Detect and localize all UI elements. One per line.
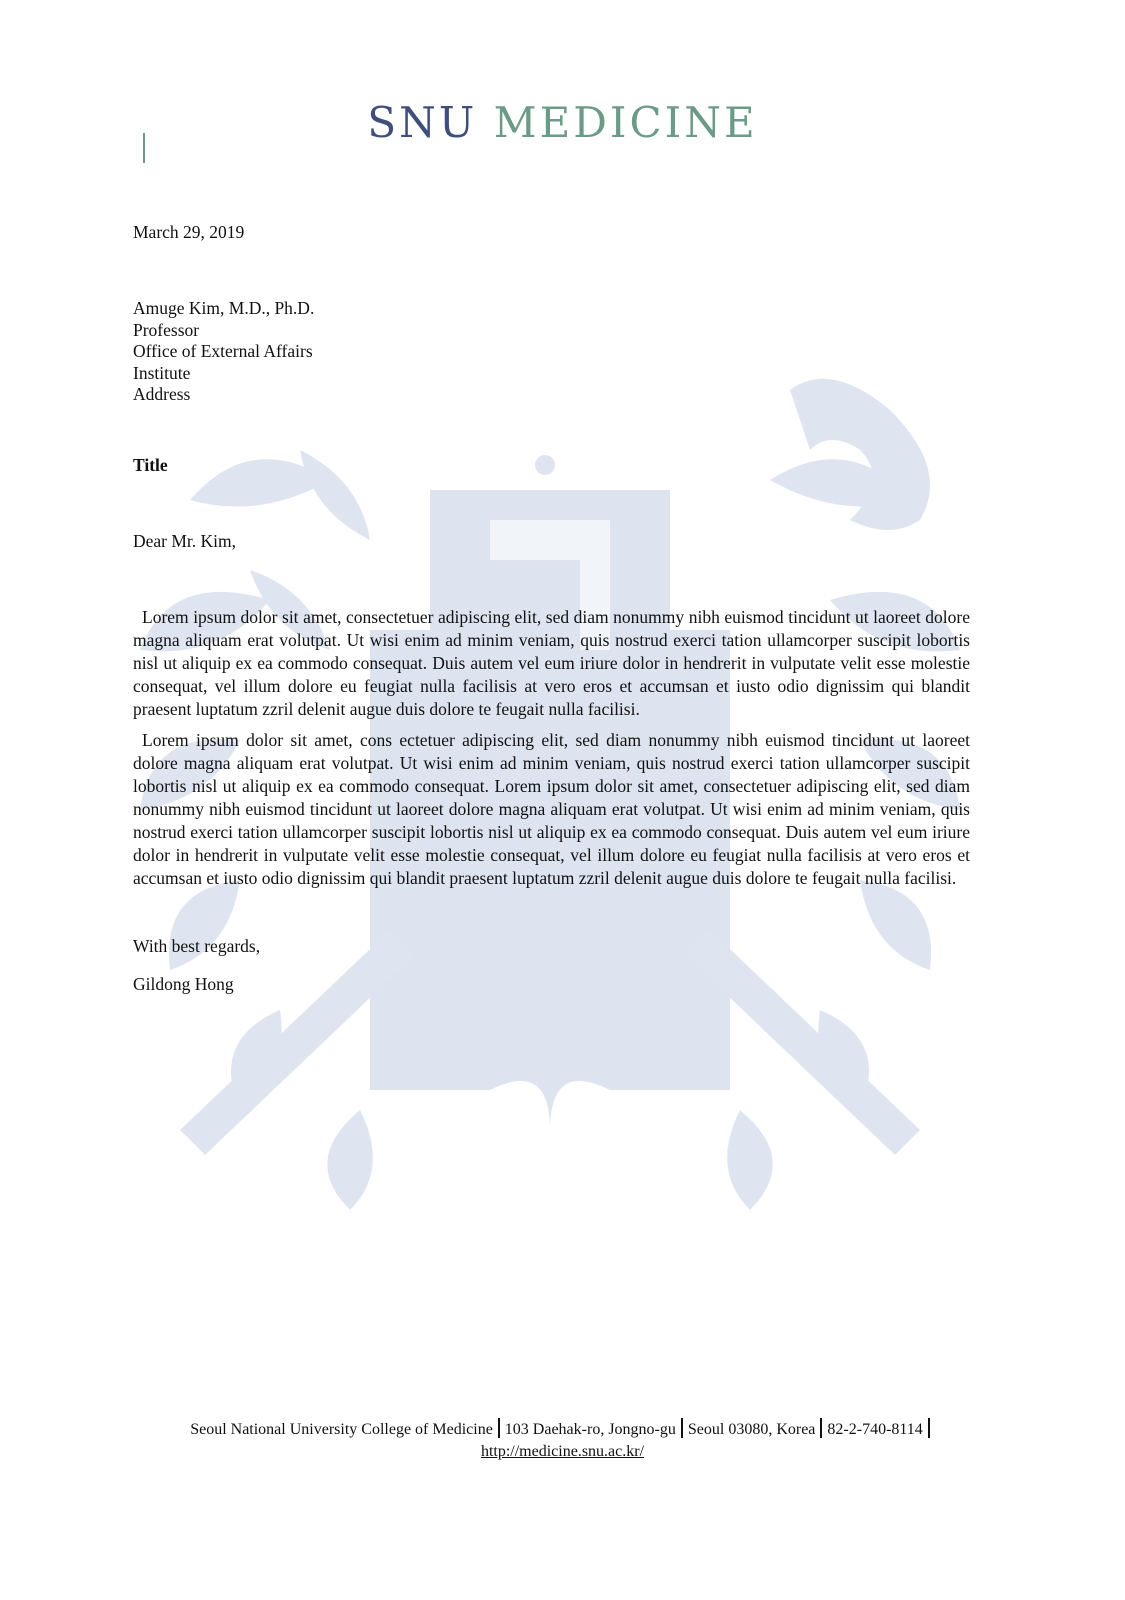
recipient-name: Amuge Kim, M.D., Ph.D.: [133, 298, 315, 318]
recipient-address: Address: [133, 384, 191, 404]
footer-street: 103 Daehak-ro, Jongno-gu: [504, 1421, 676, 1438]
letter-title: Title: [133, 455, 168, 475]
footer: [0, 1418, 1125, 1463]
divider: [681, 1418, 683, 1438]
letter-column: [133, 222, 970, 996]
body-paragraph: Lorem ipsum dolor sit amet, consectetuer adipiscing elit, sed diam nonummy nibh euismod tincidunt ut laoreet dolore magna aliquam erat volutpat. Ut wisi enim ad minim veniam, quis nostrud exerci tation ullamcorper suscipit lobortis nisl ut aliquip ex ea commodo consequat. Duis autem vel eum iriure dolor in hendrerit in vulputate velit esse molestie consequat, vel illum dolore eu feugiat nulla facilisis at vero eros et accumsan et iusto odio dignissim qui blandit praesent luptatum zzril delenit augue duis dolore te feugait nulla facilisi.: [133, 607, 970, 719]
divider: [820, 1418, 822, 1438]
divider: [928, 1418, 930, 1438]
recipient-office: Office of External Affairs: [133, 341, 313, 361]
footer-phone: 82-2-740-8114: [827, 1421, 923, 1438]
footer-website-link[interactable]: http://medicine.snu.ac.kr/: [480, 1443, 645, 1460]
letter-date: March 29, 2019: [133, 222, 245, 242]
divider: [498, 1418, 500, 1438]
recipient-institute: Institute: [133, 362, 191, 383]
salutation: Dear Mr. Kim,: [133, 531, 237, 551]
closing: With best regards,: [133, 936, 261, 956]
footer-institution: Seoul National University College of Medicine: [190, 1421, 493, 1438]
letter-body: [133, 606, 970, 890]
signature-name: Gildong Hong: [133, 974, 234, 994]
snu-medicine-logo: SNU MEDICINE: [367, 98, 758, 147]
logo-mark-fragment: [143, 133, 151, 163]
body-paragraph: Lorem ipsum dolor sit amet, cons ectetuer adipiscing elit, sed diam nonummy nibh euismod tincidunt ut laoreet dolore magna aliquam erat volutpat. Ut wisi enim ad minim veniam, quis nostrud exerci tation ullamcorper suscipit lobortis nisl ut aliquip ex ea commodo consequat. Lorem ipsum dolor sit amet, consectetuer adipiscing elit, sed diam nonummy nibh euismod tincidunt ut laoreet dolore magna aliquam erat volutpat. Ut wisi enim ad minim veniam, quis nostrud exerci tation ullamcorper suscipit lobortis nisl ut aliquip ex ea commodo consequat. Duis autem vel eum iriure dolor in hendrerit in vulputate velit esse molestie consequat, vel illum dolore eu feugiat nulla facilisis at vero eros et accumsan et iusto odio dignissim qui blandit praesent luptatum zzril delenit augue duis dolore te feugait nulla facilisi.: [133, 730, 970, 888]
recipient-block: [133, 298, 970, 406]
recipient-position: Professor: [133, 319, 200, 340]
footer-city: Seoul 03080, Korea: [687, 1421, 816, 1438]
